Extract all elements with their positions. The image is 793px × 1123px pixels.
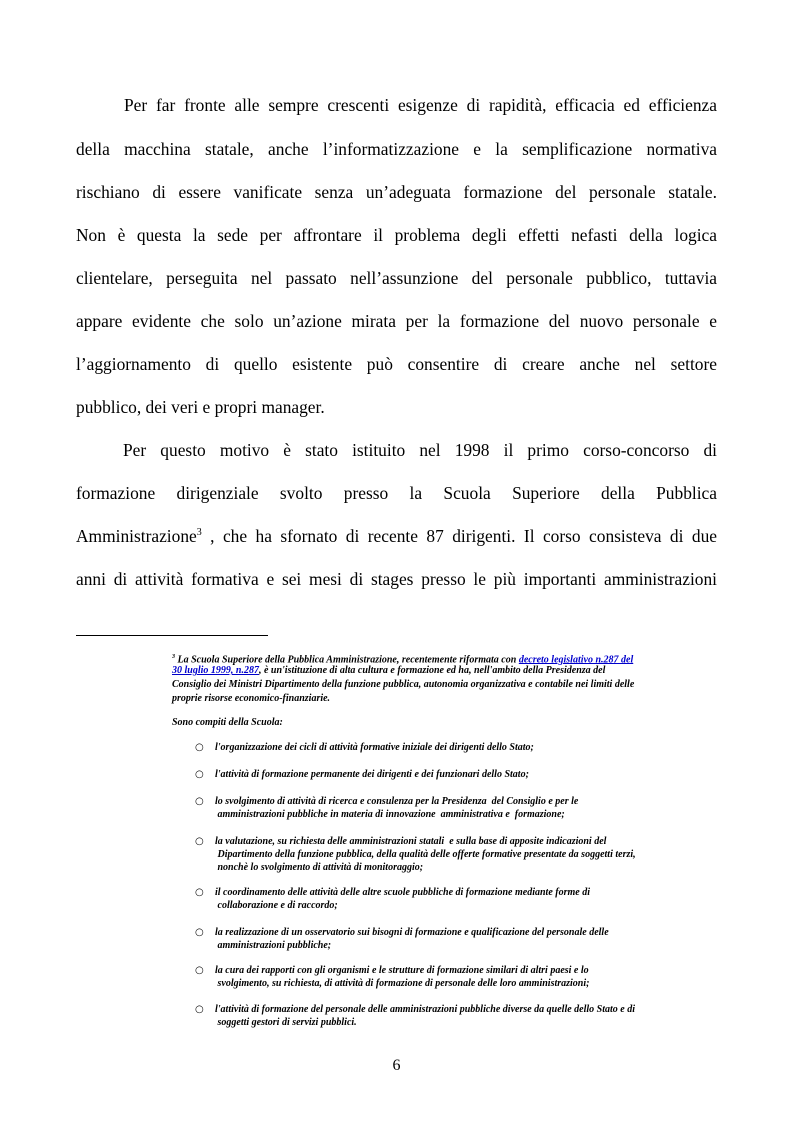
- page-number: 6: [392, 1057, 401, 1074]
- footnote-number: 3: [172, 654, 175, 660]
- compiti-item-line: amministrazioni pubbliche in materia di innovazione amministrativa e formazione;: [215, 809, 565, 820]
- bullet-icon: ○: [195, 796, 204, 807]
- footnote-line: [172, 664, 670, 678]
- body-line: Non è questa la sede per affrontare il problema degli effetti nefasti della logica: [76, 225, 717, 245]
- body-line: [76, 525, 717, 547]
- body-line: Per far fronte alle sempre crescenti esigenze di rapidità, efficacia ed efficienza: [124, 95, 717, 115]
- compiti-item-line: l'attività di formazione del personale delle amministrazioni pubbliche diverse da quelle dello Stato e di: [215, 1004, 635, 1015]
- body-line: pubblico, dei veri e propri manager.: [76, 397, 325, 417]
- compiti-item-line: soggetti gestori di servizi pubblici.: [215, 1017, 357, 1028]
- body-line: Per questo motivo è stato istituito nel 1998 il primo corso-concorso di: [123, 440, 717, 460]
- bullet-icon: ○: [195, 887, 204, 898]
- footnote-text: , è un'istituzione di alta cultura e formazione ed ha, nell'ambito della Presidenza del: [258, 665, 606, 676]
- compiti-item-line: lo svolgimento di attività di ricerca e consulenza per la Presidenza del Consiglio e per le: [215, 796, 579, 807]
- body-text: , che ha sfornato di recente 87 dirigenti. Il corso consisteva di due: [201, 526, 717, 546]
- body-line: formazione dirigenziale svolto presso la Scuola Superiore della Pubblica: [76, 483, 717, 503]
- footnote-separator: [76, 635, 268, 636]
- bullet-icon: ○: [195, 742, 204, 753]
- footnote-line: proprie risorse economico-finanziarie.: [172, 693, 331, 704]
- compiti-item-line: collaborazione e di raccordo;: [215, 900, 338, 911]
- body-line: appare evidente che solo un’azione mirata per la formazione del nuovo personale e: [76, 311, 717, 331]
- bullet-icon: ○: [195, 965, 204, 976]
- compiti-item-line: il coordinamento delle attività delle altre scuole pubbliche di formazione mediante forme di: [215, 887, 590, 898]
- compiti-item-line: la realizzazione di un osservatorio sui bisogni di formazione e qualificazione del personale delle: [215, 927, 609, 938]
- body-text: Amministrazione: [76, 526, 197, 546]
- compiti-item-line: Dipartimento della funzione pubblica, della qualità delle offerte formative presentate da soggetti terzi,: [215, 849, 636, 860]
- compiti-item-line: l'organizzazione dei cicli di attività formative iniziale dei dirigenti dello Stato;: [215, 742, 534, 753]
- body-line: rischiano di essere vanificate senza un’adeguata formazione del personale statale.: [76, 182, 717, 202]
- bullet-icon: ○: [195, 1004, 204, 1015]
- decree-link[interactable]: 30 luglio 1999, n.287: [172, 665, 259, 676]
- compiti-item-line: l'attività di formazione permanente dei dirigenti e dei funzionari dello Stato;: [215, 769, 529, 780]
- footnote-text: La Scuola Superiore della Pubblica Amministrazione, recentemente riformata con: [175, 654, 519, 666]
- bullet-icon: ○: [195, 927, 204, 938]
- compiti-item-line: svolgimento, su richiesta, di attività di formazione di personale delle loro amministrazioni;: [215, 978, 590, 989]
- compiti-item-line: nonchè lo svolgimento di attività di monitoraggio;: [215, 862, 424, 873]
- compiti-heading: Sono compiti della Scuola:: [172, 717, 283, 728]
- footnote-line: Consiglio dei Ministri Dipartimento della funzione pubblica, autonomia organizzativa e contabile nei limiti delle: [172, 679, 635, 690]
- decree-link[interactable]: decreto legislativo n.287 del: [518, 654, 634, 666]
- compiti-item-line: la valutazione, su richiesta delle amministrazioni statali e sulla base di apposite indicazioni del: [215, 836, 607, 847]
- body-line: della macchina statale, anche l’informatizzazione e la semplificazione normativa: [76, 139, 717, 159]
- compiti-item-line: amministrazioni pubbliche;: [215, 940, 332, 951]
- body-line: anni di attività formativa e sei mesi di stages presso le più importanti amministrazioni: [76, 569, 717, 589]
- compiti-item-line: la cura dei rapporti con gli organismi e le strutture di formazione similari di altri paesi e lo: [215, 965, 589, 976]
- bullet-icon: ○: [195, 836, 204, 847]
- bullet-icon: ○: [195, 769, 204, 780]
- footnote-reference[interactable]: 3: [196, 527, 202, 539]
- body-line: clientelare, perseguita nel passato nell’assunzione del personale pubblico, tuttavia: [76, 268, 717, 288]
- body-line: l’aggiornamento di quello esistente può consentire di creare anche nel settore: [76, 354, 717, 374]
